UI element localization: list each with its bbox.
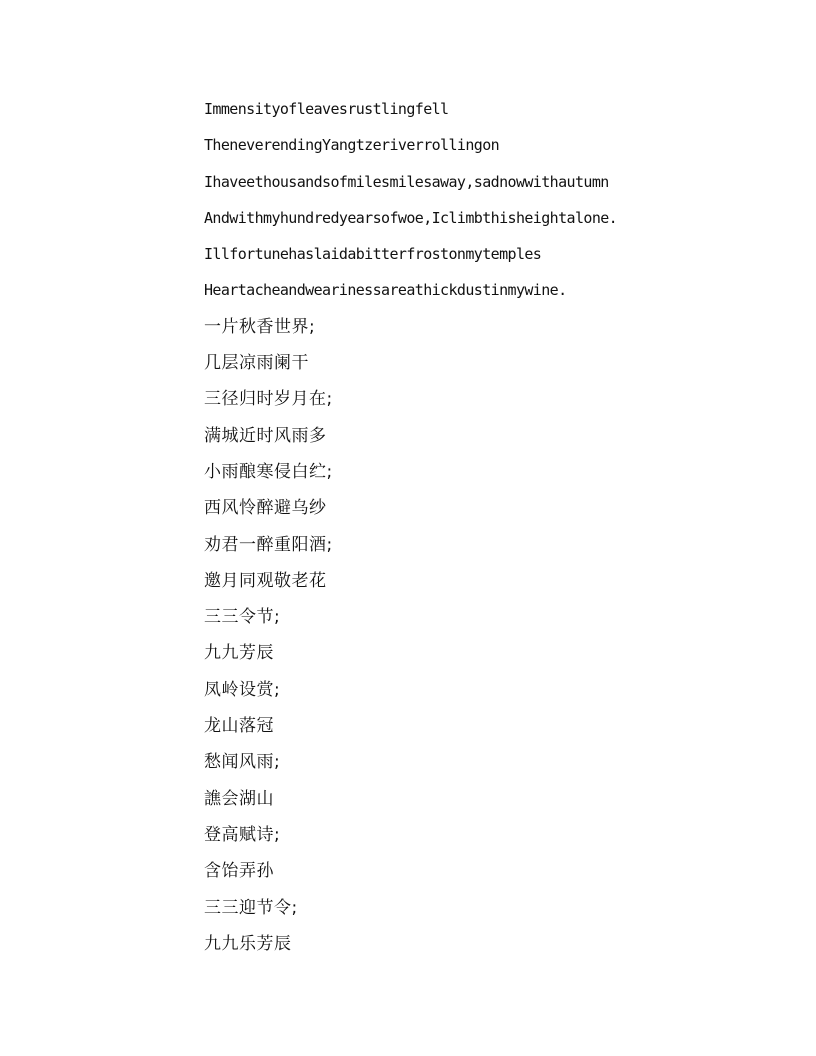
chinese-line: 满城近时风雨多 xyxy=(204,425,327,446)
chinese-line: 含饴弄孙 xyxy=(204,861,274,882)
chinese-line: 几层凉雨阑干 xyxy=(204,353,309,374)
english-line: Immensityofleavesrustlingfell xyxy=(204,100,449,118)
english-line: Andwithmyhundredyearsofwoe,Iclimbthisheightalone. xyxy=(204,208,618,227)
chinese-line: 西风怜醉避乌纱 xyxy=(204,498,327,519)
chinese-line: 一片秋香世界; xyxy=(204,316,316,337)
chinese-line: 邀月同观敬老花 xyxy=(204,570,327,591)
english-line: TheneverendingYangtzeriverrollingon xyxy=(204,136,500,155)
chinese-line: 愁闻风雨; xyxy=(204,752,281,773)
chinese-line: 凤岭设赏; xyxy=(204,679,281,700)
english-line: Ihaveethousandsofmilesmilesaway,sadnowwithautumn xyxy=(204,172,609,191)
english-line: Illfortunehaslaidabitterfrostonmytemples xyxy=(204,245,542,264)
english-line: Heartacheandwearinessareathickdustinmywine. xyxy=(204,281,567,300)
chinese-line: 三三令节; xyxy=(204,607,281,628)
poem-text-block xyxy=(204,96,784,967)
chinese-line: 劝君一醉重阳酒; xyxy=(204,534,333,555)
chinese-line: 三三迎节令; xyxy=(204,897,298,918)
chinese-line: 九九芳辰 xyxy=(204,643,274,664)
chinese-line: 九九乐芳辰 xyxy=(204,933,292,954)
chinese-line: 龙山落冠 xyxy=(204,716,274,737)
chinese-line: 譙会湖山 xyxy=(204,788,274,809)
chinese-line: 小雨酿寒侵白纻; xyxy=(204,461,333,482)
chinese-line: 三径归时岁月在; xyxy=(204,389,333,410)
chinese-line: 登高赋诗; xyxy=(204,824,281,845)
